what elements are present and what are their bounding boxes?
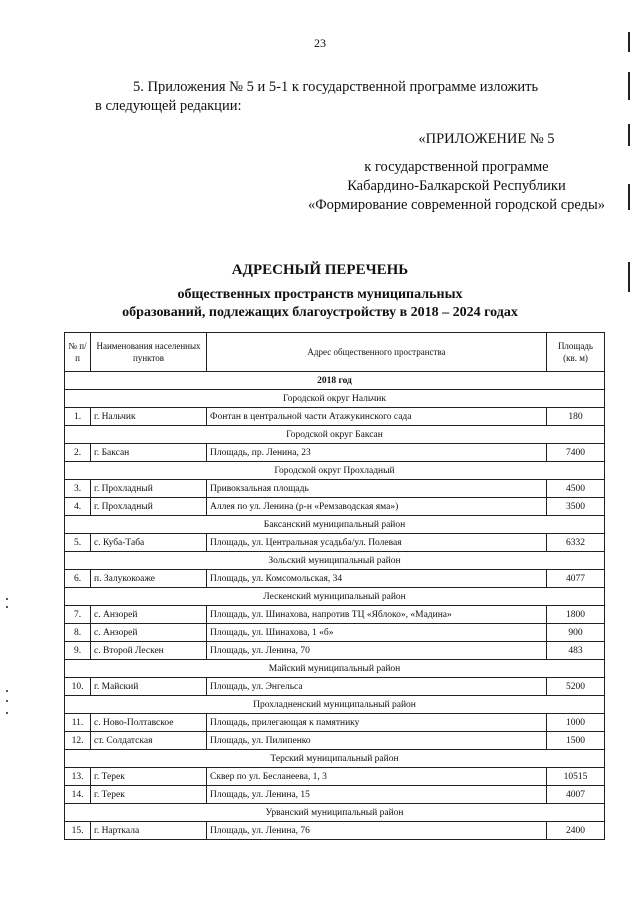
group-row: [65, 804, 605, 822]
table-row: [65, 480, 605, 498]
row-number: 5.: [65, 534, 91, 552]
scan-dot: [6, 700, 8, 702]
table-row: [65, 534, 605, 552]
row-locality: г. Нальчик: [91, 408, 207, 426]
margin-mark: [628, 184, 630, 210]
scan-dot: [6, 690, 8, 692]
row-area: 10515: [547, 768, 605, 786]
row-area: 7400: [547, 444, 605, 462]
row-number: 1.: [65, 408, 91, 426]
row-address: Привокзальная площадь: [207, 480, 547, 498]
group-label: Баксанский муниципальный район: [65, 516, 605, 534]
row-area: 900: [547, 624, 605, 642]
table-row: [65, 714, 605, 732]
group-row: [65, 660, 605, 678]
group-label: Городской округ Нальчик: [65, 390, 605, 408]
subtitle-line-2: образований, подлежащих благоустройству в 2018 – 2024 годах: [122, 305, 518, 320]
row-address: Аллея по ул. Ленина (р-н «Ремзаводская яма»): [207, 498, 547, 516]
document-title: АДРЕСНЫЙ ПЕРЕЧЕНЬ: [231, 262, 409, 278]
group-label: Урванский муниципальный район: [65, 804, 605, 822]
row-locality: г. Майский: [91, 678, 207, 696]
year-label: 2018 год: [65, 372, 605, 390]
margin-mark: [628, 124, 630, 146]
appendix-title: «ПРИЛОЖЕНИЕ № 5: [418, 131, 555, 147]
group-label: Майский муниципальный район: [65, 660, 605, 678]
appendix-line-2: Кабардино-Балкарской Республики: [347, 178, 566, 194]
page-number: 23: [314, 36, 326, 50]
margin-mark: [628, 72, 630, 100]
table-row: [65, 570, 605, 588]
scan-dot: [6, 606, 8, 608]
scan-dot: [6, 598, 8, 600]
row-number: 11.: [65, 714, 91, 732]
year-row: [65, 372, 605, 390]
table-row: [65, 768, 605, 786]
row-address: Площадь, ул. Энгельса: [207, 678, 547, 696]
header-area: Площадь (кв. м): [547, 333, 605, 372]
row-area: 1000: [547, 714, 605, 732]
table-row: [65, 624, 605, 642]
document-subtitle: [0, 286, 640, 322]
subtitle-line-1: общественных пространств муниципальных: [177, 287, 463, 302]
table-row: [65, 606, 605, 624]
row-locality: г. Баксан: [91, 444, 207, 462]
header-address: Адрес общественного пространства: [207, 333, 547, 372]
group-label: Прохладненский муниципальный район: [65, 696, 605, 714]
row-area: 4500: [547, 480, 605, 498]
table-row: [65, 822, 605, 840]
row-locality: с. Анзорей: [91, 624, 207, 642]
row-area: 2400: [547, 822, 605, 840]
intro-line-1: 5. Приложения № 5 и 5-1 к государственной программе изложить: [133, 79, 539, 95]
margin-mark: [628, 32, 630, 52]
row-area: 3500: [547, 498, 605, 516]
row-address: Фонтан в центральной части Атажукинского сада: [207, 408, 547, 426]
group-label: Лескенский муниципальный район: [65, 588, 605, 606]
group-row: [65, 426, 605, 444]
row-locality: с. Куба-Таба: [91, 534, 207, 552]
group-row: [65, 750, 605, 768]
row-number: 12.: [65, 732, 91, 750]
row-number: 3.: [65, 480, 91, 498]
address-registry-table: [64, 332, 605, 840]
row-locality: г. Прохладный: [91, 480, 207, 498]
row-address: Площадь, ул. Ленина, 70: [207, 642, 547, 660]
row-number: 2.: [65, 444, 91, 462]
row-address: Площадь, прилегающая к памятнику: [207, 714, 547, 732]
table-row: [65, 678, 605, 696]
row-address: Площадь, ул. Пилипенко: [207, 732, 547, 750]
table-header-row: [65, 333, 605, 372]
row-number: 13.: [65, 768, 91, 786]
margin-mark: [628, 262, 630, 292]
row-locality: с. Анзорей: [91, 606, 207, 624]
row-address: Сквер по ул. Бесланеева, 1, 3: [207, 768, 547, 786]
row-area: 483: [547, 642, 605, 660]
row-area: 5200: [547, 678, 605, 696]
row-number: 6.: [65, 570, 91, 588]
intro-line-2: в следующей редакции:: [95, 98, 242, 114]
table-row: [65, 444, 605, 462]
row-address: Площадь, ул. Шинахова, 1 «б»: [207, 624, 547, 642]
row-number: 4.: [65, 498, 91, 516]
table-row: [65, 408, 605, 426]
row-locality: п. Залукокоаже: [91, 570, 207, 588]
row-address: Площадь, ул. Ленина, 15: [207, 786, 547, 804]
header-num: № п/п: [65, 333, 91, 372]
appendix-header: [308, 130, 605, 215]
row-number: 8.: [65, 624, 91, 642]
group-row: [65, 588, 605, 606]
intro-paragraph: [95, 78, 575, 116]
table-row: [65, 732, 605, 750]
group-label: Городской округ Прохладный: [65, 462, 605, 480]
row-locality: г. Нарткала: [91, 822, 207, 840]
group-label: Терский муниципальный район: [65, 750, 605, 768]
row-area: 6332: [547, 534, 605, 552]
row-address: Площадь, пр. Ленина, 23: [207, 444, 547, 462]
group-label: Зольский муниципальный район: [65, 552, 605, 570]
row-area: 180: [547, 408, 605, 426]
row-address: Площадь, ул. Комсомольская, 34: [207, 570, 547, 588]
group-row: [65, 390, 605, 408]
row-address: Площадь, ул. Ленина, 76: [207, 822, 547, 840]
appendix-line-1: к государственной программе: [364, 159, 549, 175]
row-area: 4007: [547, 786, 605, 804]
row-address: Площадь, ул. Шинахова, напротив ТЦ «Яблоко», «Мадина»: [207, 606, 547, 624]
row-area: 4077: [547, 570, 605, 588]
scan-dot: [6, 712, 8, 714]
row-number: 15.: [65, 822, 91, 840]
row-number: 7.: [65, 606, 91, 624]
group-row: [65, 516, 605, 534]
row-area: 1800: [547, 606, 605, 624]
row-address: Площадь, ул. Центральная усадьба/ул. Полевая: [207, 534, 547, 552]
row-locality: г. Прохладный: [91, 498, 207, 516]
table-body: [65, 372, 605, 840]
table-row: [65, 786, 605, 804]
appendix-line-3: «Формирование современной городской среды»: [307, 197, 605, 213]
group-label: Городской округ Баксан: [65, 426, 605, 444]
row-number: 10.: [65, 678, 91, 696]
row-area: 1500: [547, 732, 605, 750]
row-locality: г. Терек: [91, 768, 207, 786]
group-row: [65, 462, 605, 480]
header-locality: Наименования населенных пунктов: [91, 333, 207, 372]
row-number: 9.: [65, 642, 91, 660]
group-row: [65, 696, 605, 714]
row-locality: с. Второй Лескен: [91, 642, 207, 660]
row-number: 14.: [65, 786, 91, 804]
table-row: [65, 498, 605, 516]
table-row: [65, 642, 605, 660]
row-locality: с. Ново-Полтавское: [91, 714, 207, 732]
row-locality: г. Терек: [91, 786, 207, 804]
row-locality: ст. Солдатская: [91, 732, 207, 750]
group-row: [65, 552, 605, 570]
